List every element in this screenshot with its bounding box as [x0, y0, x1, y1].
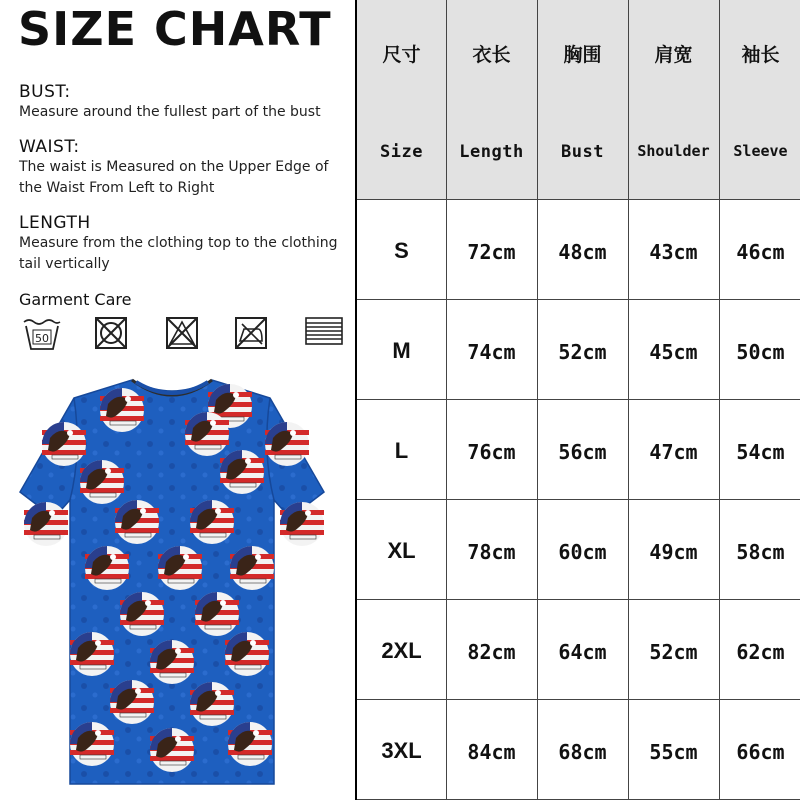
- length-cell: 82cm: [467, 640, 516, 664]
- header-cn-length: 衣长: [472, 44, 511, 66]
- no-iron-icon: [234, 316, 268, 350]
- bust-cell: 64cm: [558, 640, 607, 664]
- size-cell: M: [392, 338, 411, 363]
- bust-cell: 68cm: [558, 740, 607, 764]
- no-bleach-icon: [165, 316, 199, 350]
- size-cell: XL: [387, 538, 416, 563]
- garment-care-heading: Garment Care: [19, 290, 132, 309]
- waist-description: The waist is Measured on the Upper Edge of the Waist From Left to Right: [19, 159, 329, 196]
- shoulder-cell: 43cm: [649, 240, 698, 264]
- no-tumble-dry-icon: [94, 316, 128, 350]
- sleeve-cell: 62cm: [736, 640, 785, 664]
- header-cn-shoulder: 肩宽: [654, 44, 693, 66]
- size-table: [355, 0, 800, 800]
- bust-heading: BUST:: [19, 82, 71, 102]
- header-sleeve: Sleeve: [733, 142, 788, 160]
- header-shoulder: Shoulder: [637, 142, 710, 160]
- length-cell: 74cm: [467, 340, 516, 364]
- length-cell: 84cm: [467, 740, 516, 764]
- header-cn-sleeve: 袖长: [741, 44, 780, 66]
- shoulder-cell: 52cm: [649, 640, 698, 664]
- size-cell: L: [394, 438, 409, 463]
- shoulder-cell: 49cm: [649, 540, 698, 564]
- header-length: Length: [459, 142, 524, 162]
- bust-cell: 48cm: [558, 240, 607, 264]
- length-heading: LENGTH: [19, 213, 91, 233]
- size-cell: 3XL: [381, 738, 422, 763]
- wash-temp-label: 50: [35, 332, 49, 345]
- sleeve-cell: 54cm: [736, 440, 785, 464]
- sleeve-cell: 46cm: [736, 240, 785, 264]
- length-cell: 76cm: [467, 440, 516, 464]
- bust-cell: 52cm: [558, 340, 607, 364]
- tshirt-image: [12, 372, 332, 792]
- size-cell: 2XL: [381, 638, 422, 663]
- length-cell: 72cm: [467, 240, 516, 264]
- sleeve-cell: 50cm: [736, 340, 785, 364]
- bust-cell: 60cm: [558, 540, 607, 564]
- page-title: SIZE CHART: [18, 2, 332, 56]
- header-size: Size: [380, 142, 423, 162]
- table-header: [357, 0, 800, 200]
- shoulder-cell: 47cm: [649, 440, 698, 464]
- shoulder-cell: 45cm: [649, 340, 698, 364]
- wash-50-icon: [22, 316, 62, 352]
- header-bust: Bust: [561, 142, 604, 162]
- length-cell: 78cm: [467, 540, 516, 564]
- length-description: Measure from the clothing top to the clothing tail vertically: [19, 235, 338, 272]
- bust-cell: 56cm: [558, 440, 607, 464]
- sleeve-cell: 58cm: [736, 540, 785, 564]
- header-cn-size: 尺寸: [382, 44, 421, 66]
- waist-heading: WAIST:: [19, 137, 80, 157]
- header-cn-bust: 胸围: [563, 44, 602, 66]
- shoulder-cell: 55cm: [649, 740, 698, 764]
- size-cell: S: [394, 238, 409, 263]
- care-icons: [22, 316, 347, 352]
- size-info-panel: [0, 0, 356, 800]
- sleeve-cell: 66cm: [736, 740, 785, 764]
- flat-dry-icon: [305, 316, 343, 346]
- bust-description: Measure around the fullest part of the bust: [19, 104, 321, 120]
